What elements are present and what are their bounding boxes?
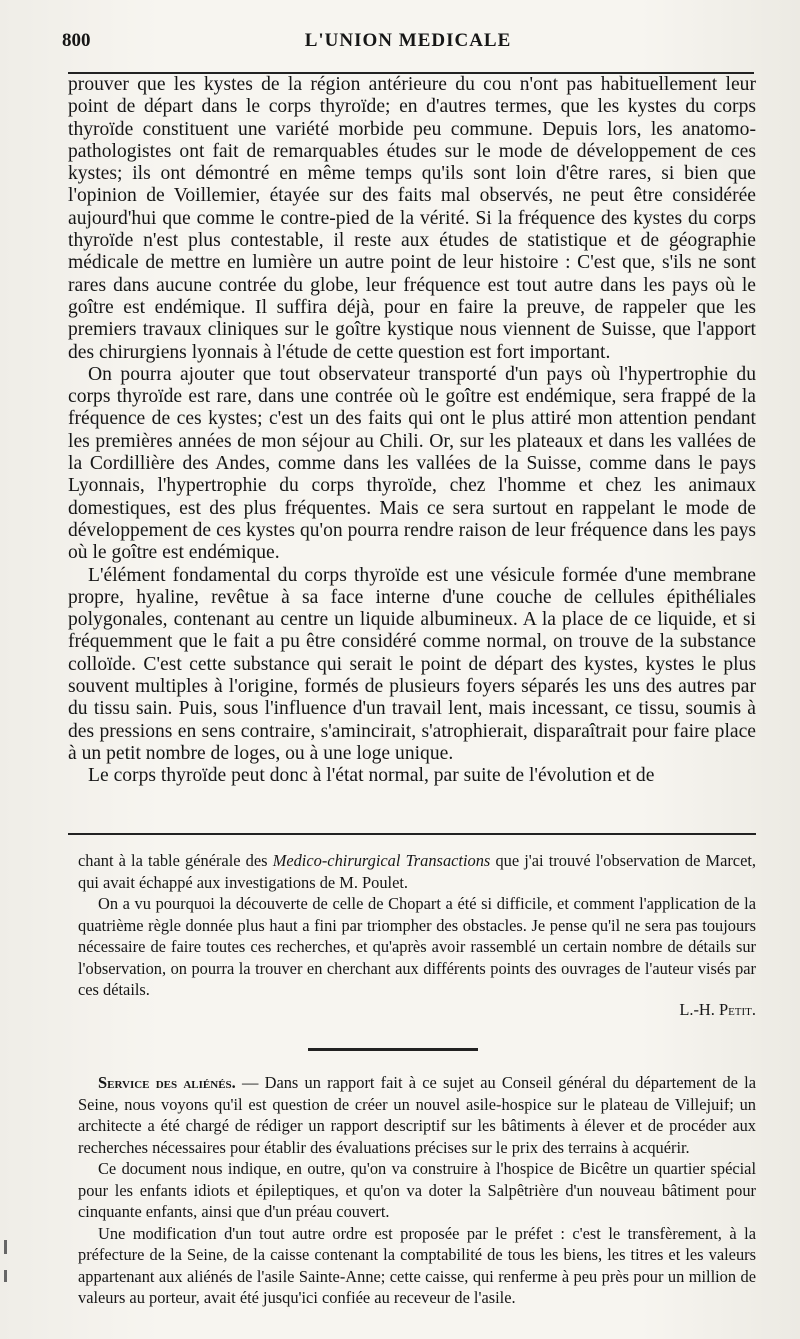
footnote-block	[78, 850, 756, 1020]
author-signature: L.-H. Petit.	[679, 999, 756, 1019]
page-header	[62, 30, 754, 60]
footnote-text: que j'ai trouvé l'observation de Marcet, qui avait échappé aux investigations de M. Poulet.	[78, 851, 757, 892]
margin-mark	[4, 1240, 7, 1254]
news-section	[78, 1072, 756, 1309]
main-article-text	[68, 74, 756, 788]
news-paragraph	[78, 1072, 756, 1158]
main-paragraph: prouver que les kystes de la région antérieure du cou n'ont pas habituellement leur point de départ dans le corps thyroïde; en d'autres termes, que les kystes du corps thyroïde constituent une variété morbide peu commune. Depuis lors, les anatomo-pathologistes ont fait de remarquables études sur le mode de développement de ces kystes; ils ont démontré en même temps qu'ils sont loin d'être rares, si bien que l'opinion de Voillemier, étayée sur des faits mal observés, ne peut être considérée aujourd'hui que comme le contre-pied de la vérité. Si la fréquence des kystes du corps thyroïde n'est plus contestable, il reste aux études de statistique et de géographie médicale de mettre en lumière un autre point de leur histoire : C'est que, s'ils ne sont rares dans aucune contrée du globe, leur fréquence est tout autre dans les pays où le goître est endémique. Il suffira déjà, pour en faire la preuve, de rappeler que les premiers travaux cliniques sur le goître kystique nous viennent de Suisse, que l'apport des chirurgiens lyonnais à l'étude de cette question est fort important.	[68, 74, 756, 363]
footnote-paragraph: On a vu pourquoi la découverte de celle de Chopart a été si difficile, et comment l'application de la quatrième règle donnée plus haut a fini par triompher des obstacles. Je pense qu'il ne sera pas toujours nécessaire de faire toutes ces recherches, et qu'après avoir rassemblé un certain nombre de détails sur l'observation, on pourra la trouver en cherchant aux différents points des ouvrages de l'auteur visés par ces détails.	[78, 894, 756, 999]
page-number: 800	[62, 30, 91, 51]
footnote-paragraph	[78, 850, 756, 893]
footnote-divider	[68, 833, 756, 835]
main-paragraph: Le corps thyroïde peut donc à l'état normal, par suite de l'évolution et de	[88, 765, 655, 787]
journal-title: L'UNION MEDICALE	[304, 30, 512, 51]
section-divider	[308, 1048, 478, 1051]
news-paragraph: Une modification d'un tout autre ordre est proposée par le préfet : c'est le transfèrement, à la préfecture de la Seine, de la caisse contenant la comptabilité de tous les biens, les titres et les valeurs appartenant aux aliénés de l'asile Sainte-Anne; cette caisse, qui renferme à peu près pour un million de valeurs au porteur, avait été jusqu'ici confiée au receveur de l'asile.	[78, 1223, 756, 1307]
footnote-text: chant à la table générale des	[78, 851, 273, 870]
margin-mark	[4, 1270, 7, 1282]
news-paragraph: Ce document nous indique, en outre, qu'on va construire à l'hospice de Bicêtre un quartier spécial pour les enfants idiots et épileptiques, et qu'on va doter la Salpêtrière d'un nouveau bâtiment pour cinquante enfants, ainsi que d'un préau couvert.	[78, 1159, 756, 1221]
main-paragraph: L'élément fondamental du corps thyroïde est une vésicule formée d'une membrane propre, hyaline, revêtue à sa face interne d'une couche de cellules épithéliales polygonales, contenant au centre un liquide albumineux. A la place de ce liquide, et si fréquemment que le fait a pu être considéré comme normal, on trouve de la substance colloïde. C'est cette substance qui serait le point de départ des kystes, kystes le plus souvent multiples à l'origine, formés de plusieurs foyers séparés les uns des autres par du tissu sain. Puis, sous l'influence d'un travail lent, mais incessant, ce tissu, soumis à des pressions en sens contraire, s'amincirait, s'atrophierait, disparaîtrait pour faire place à un petit nombre de loges, ou à une loge unique.	[68, 564, 756, 764]
news-heading: Service des aliénés.	[98, 1073, 236, 1092]
main-paragraph: On pourra ajouter que tout observateur transporté d'un pays où l'hypertrophie du corps thyroïde est rare, dans une contrée où le goître est endémique, sera frappé de la fréquence de ces kystes; c'est un des faits qui ont le plus attiré mon attention pendant les premières années de mon séjour au Chili. Or, sur les plateaux et dans les vallées de la Cordillière des Andes, comme dans les vallées de la Suisse, comme dans le pays Lyonnais, l'hypertrophie du corps thyroïde, chez l'homme et chez les animaux domestiques, est des plus fréquentes. Mais ce sera surtout en rappelant le mode de développement de ces kystes qu'on pourra rendre raison de leur fréquence dans les pays où le goître est endémique.	[68, 363, 756, 564]
journal-citation: Medico-chirurgical Transactions	[272, 851, 491, 870]
news-text: — Dans un rapport fait à ce sujet au Conseil général du département de la Seine, nous voyons qu'il est question de créer un nouvel asile-hospice sur le plateau de Villejuif; un architecte a été chargé de rédiger un rapport descriptif sur les bâtiments à élever et de procéder aux recherches nécessaires pour établir des évaluations précises sur le prix des terrains à acquérir.	[78, 1073, 756, 1157]
